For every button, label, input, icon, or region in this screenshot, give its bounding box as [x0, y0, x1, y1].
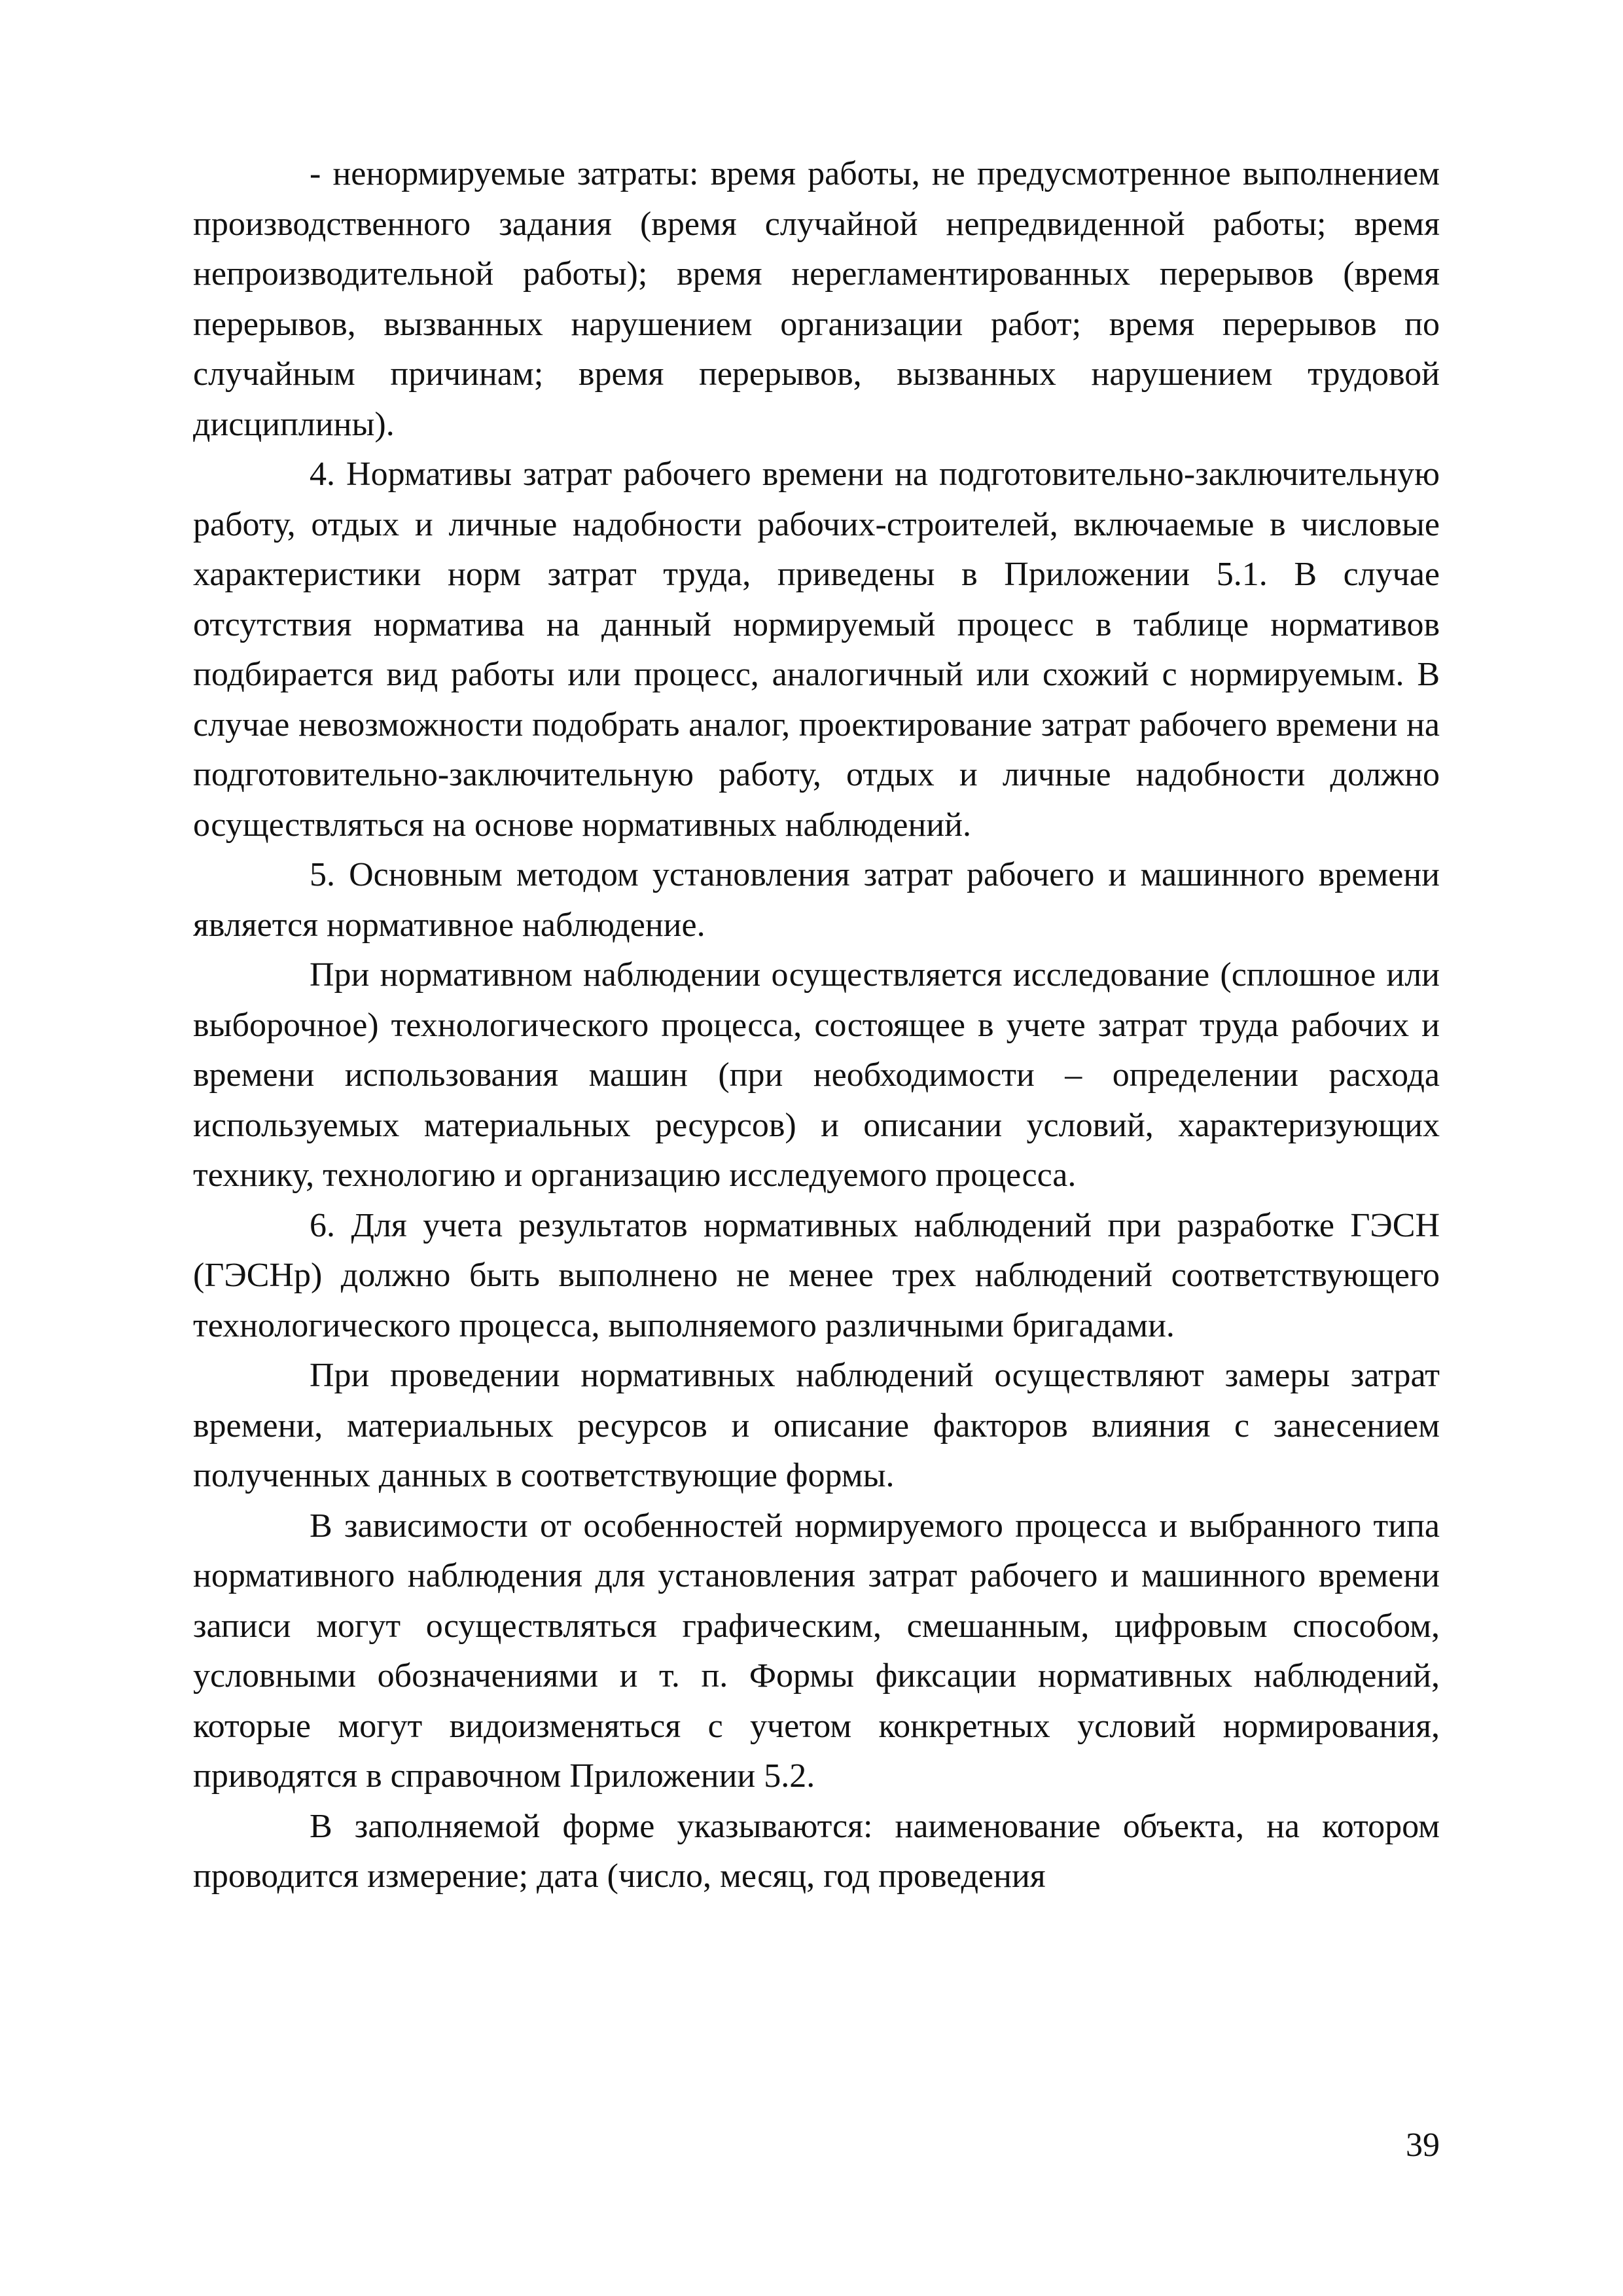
document-page	[193, 149, 1440, 1902]
paragraph-observation: При нормативном наблюдении осуществляется исследование (сплошное или выборочное) технологического процесса, состоящее в учете затрат труда рабочих и времени использования машин (при необходимости – определении расхода используемых материальных ресурсов) и описании условий, характеризующих технику, технологию и организацию исследуемого процесса.	[193, 956, 1440, 1194]
paragraph-item-5: 5. Основным методом установления затрат рабочего и машинного времени является нормативное наблюдение.	[193, 856, 1440, 944]
page-number: 39	[1406, 2126, 1440, 2164]
paragraph-unrated-costs: - ненормируемые затраты: время работы, не предусмотренное выполнением производственного задания (время случайной непредвиденной работы; время непроизводительной работы); время нерегламентированных перерывов (время перерывов, вызванных нарушением организации работ; время перерывов по случайным причинам; время перерывов, вызванных нарушением трудовой дисциплины).	[193, 155, 1440, 443]
paragraph-form: В заполняемой форме указываются: наименование объекта, на котором проводится измерение; дата (число, месяц, год проведения	[193, 1807, 1440, 1895]
paragraph-recording: В зависимости от особенностей нормируемого процесса и выбранного типа нормативного наблюдения для установления затрат рабочего и машинного времени записи могут осуществляться графическим, смешанным, цифровым способом, условными обозначениями и т. п. Формы фиксации нормативных наблюдений, которые могут видоизменяться с учетом конкретных условий нормирования, приводятся в справочном Приложении 5.2.	[193, 1507, 1440, 1795]
paragraph-item-6: 6. Для учета результатов нормативных наблюдений при разработке ГЭСН (ГЭСНр) должно быть выполнено не менее трех наблюдений соответствующего технологического процесса, выполняемого различными бригадами.	[193, 1206, 1440, 1344]
paragraph-measurements: При проведении нормативных наблюдений осуществляют замеры затрат времени, материальных ресурсов и описание факторов влияния с занесением полученных данных в соответствующие формы.	[193, 1357, 1440, 1494]
paragraph-item-4: 4. Нормативы затрат рабочего времени на подготовительно-заключительную работу, отдых и личные надобности рабочих-строителей, включаемые в числовые характеристики норм затрат труда, приведены в Приложении 5.1. В случае отсутствия норматива на данный нормируемый процесс в таблице нормативов подбирается вид работы или процесс, аналогичный или схожий с нормируемым. В случае невозможности подобрать аналог, проектирование затрат рабочего времени на подготовительно-заключительную работу, отдых и личные надобности должно осуществляться на основе нормативных наблюдений.	[193, 456, 1440, 844]
